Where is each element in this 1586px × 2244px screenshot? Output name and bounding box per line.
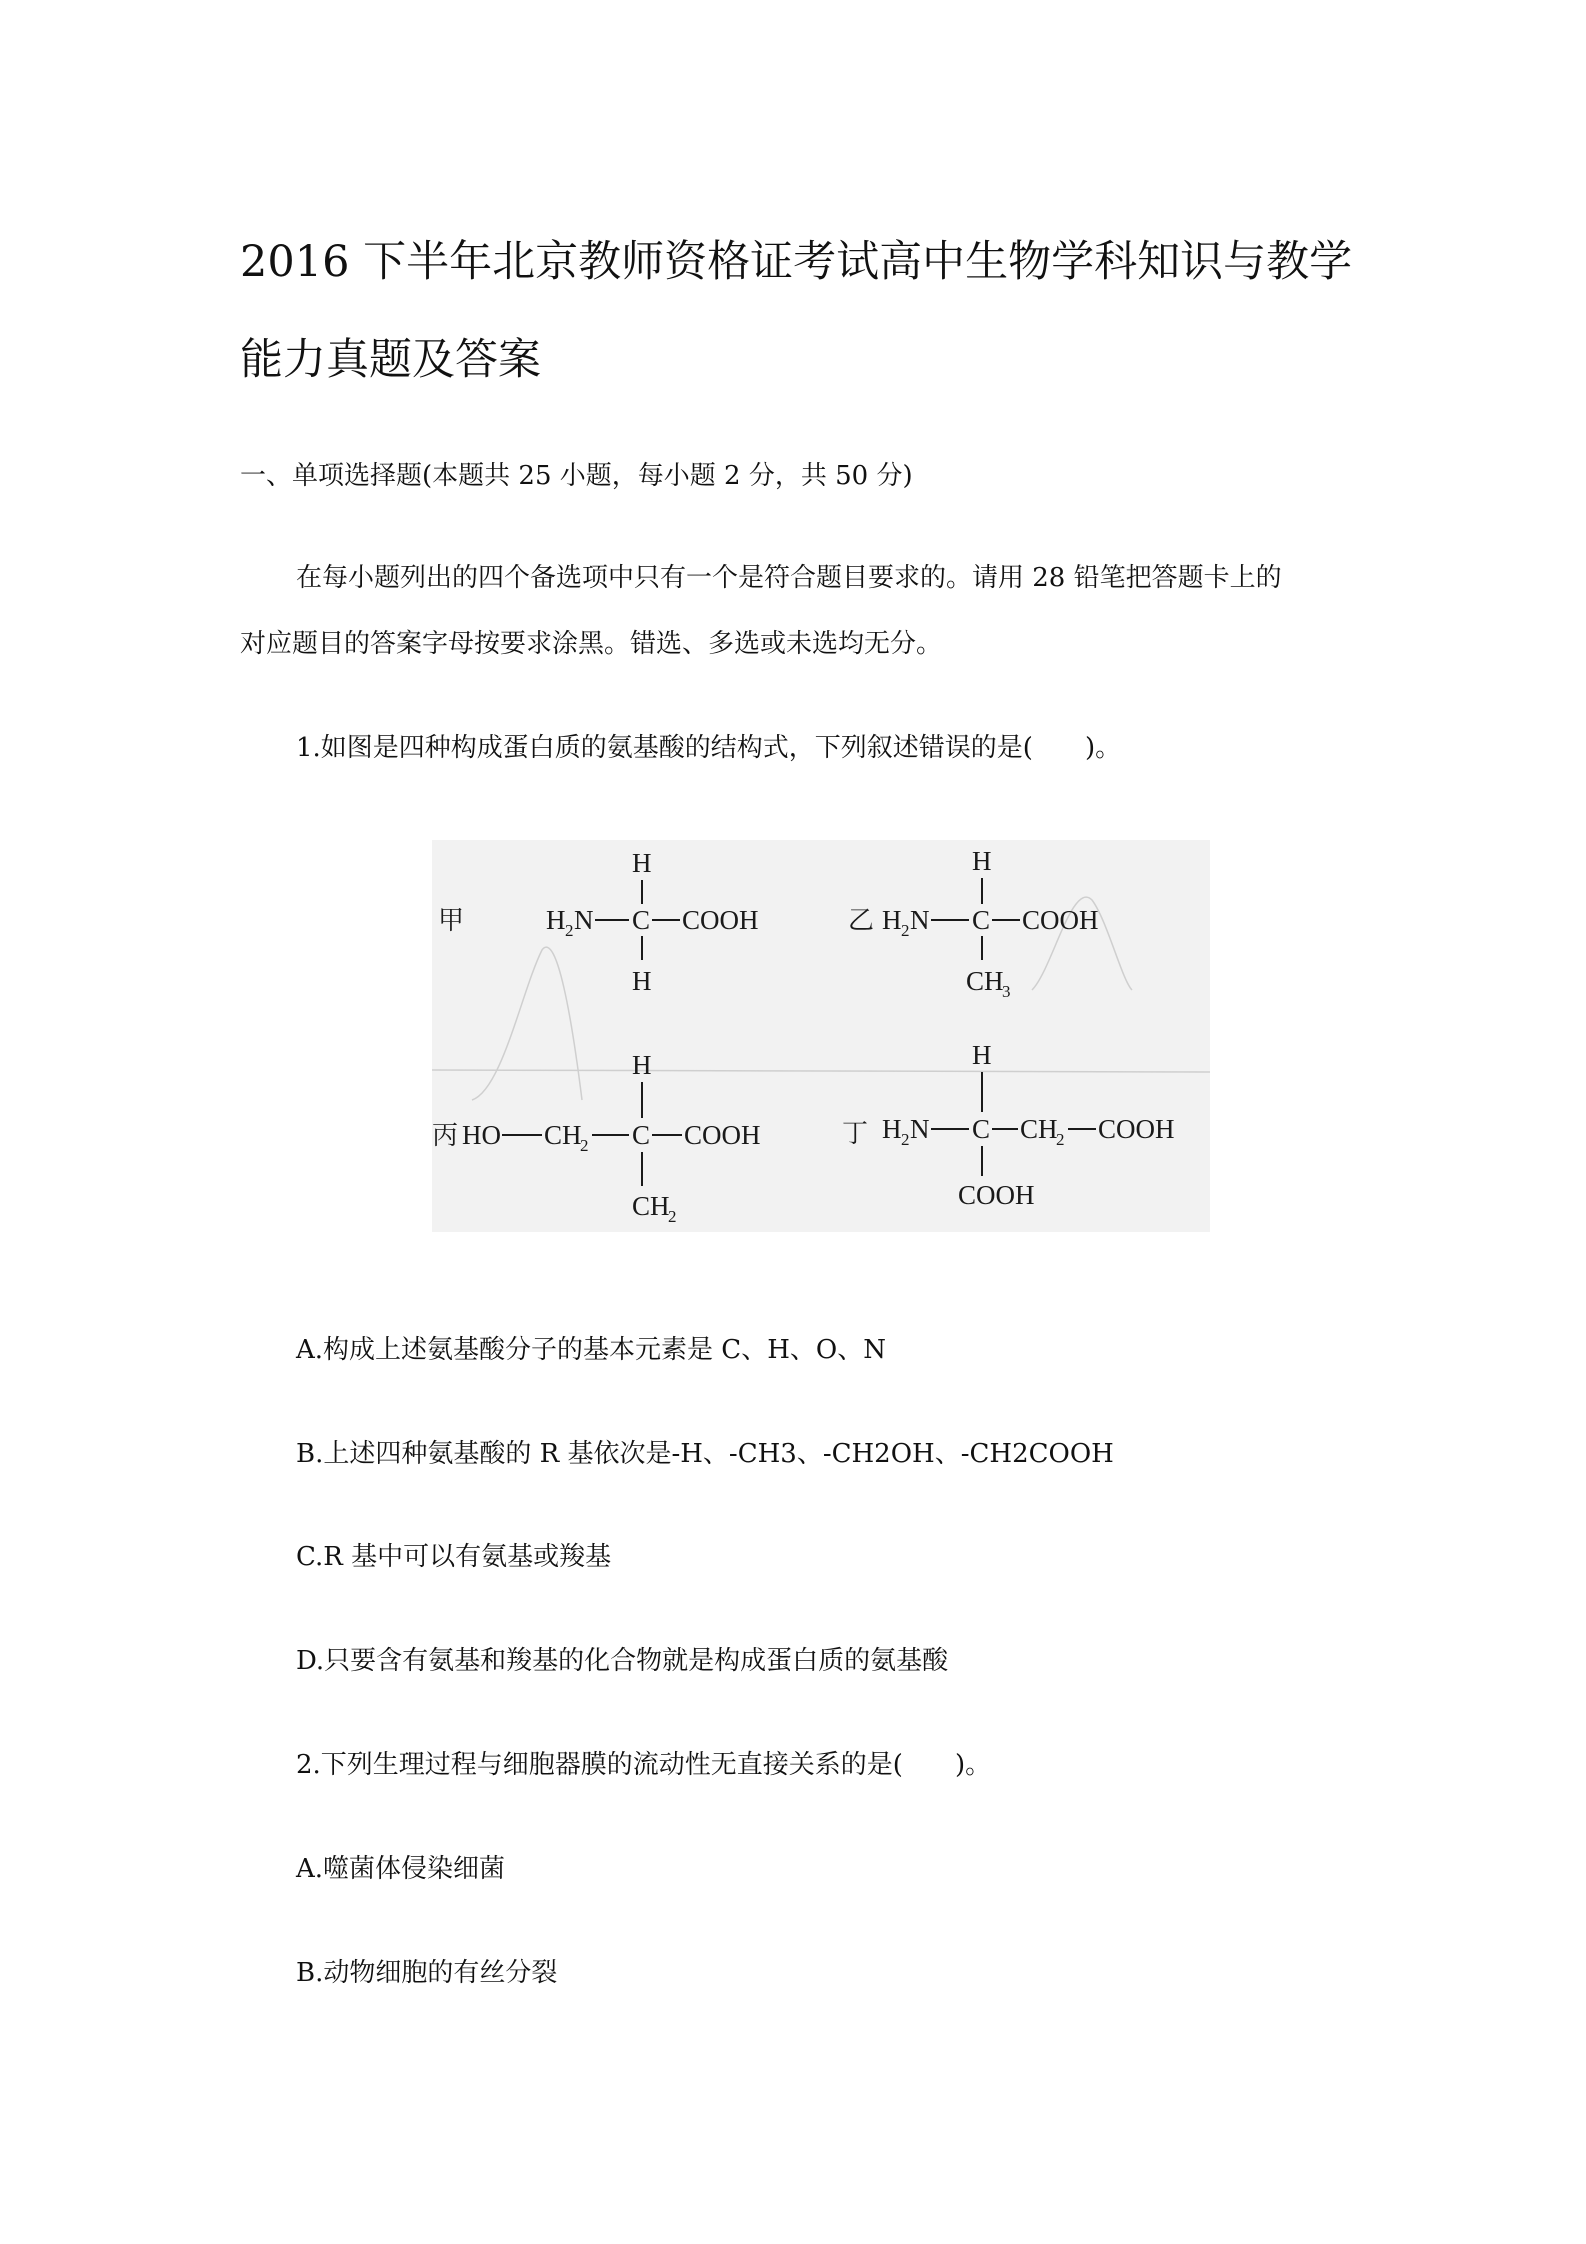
question-1-option-b: B.上述四种氨基酸的 R 基依次是-H、-CH3、-CH2OH、-CH2COOH xyxy=(296,1439,1114,1469)
structure-bing-label: 丙 xyxy=(432,1121,459,1151)
instruction-line-1: 在每小题列出的四个备选项中只有一个是符合题目要求的。请用 28 铅笔把答题卡上的 xyxy=(296,563,1282,593)
structure-yi-top-h: H xyxy=(972,846,992,876)
structure-yi-methyl: CH xyxy=(966,966,1004,996)
amino-acid-structures-svg xyxy=(432,840,1210,1232)
question-1-option-c: C.R 基中可以有氨基或羧基 xyxy=(296,1542,612,1572)
structure-bing-carbon: C xyxy=(632,1120,651,1150)
question-2-option-a: A.噬菌体侵染细菌 xyxy=(296,1854,506,1884)
structure-ding-side-carboxyl: COOH xyxy=(1098,1114,1175,1144)
structure-ding-amino-sub: 2 xyxy=(901,1130,910,1149)
structure-yi-methyl-sub: 3 xyxy=(1002,982,1011,1001)
structure-ding-amino-n: N xyxy=(910,1114,930,1144)
structure-bing-methylene: CH xyxy=(544,1120,582,1150)
structure-ding xyxy=(842,1040,1175,1210)
structure-yi-carbon: C xyxy=(972,905,991,935)
structure-jia-carboxyl: COOH xyxy=(682,905,759,935)
question-1-stem: 1.如图是四种构成蛋白质的氨基酸的结构式，下列叙述错误的是( )。 xyxy=(296,733,1122,763)
structure-yi-amino-sub: 2 xyxy=(901,921,910,940)
question-2-stem: 2.下列生理过程与细胞器膜的流动性无直接关系的是( )。 xyxy=(296,1750,992,1780)
instruction-line-2: 对应题目的答案字母按要求涂黑。错选、多选或未选均无分。 xyxy=(240,629,943,659)
document-title-line-1: 2016 下半年北京教师资格证考试高中生物学科知识与教学 xyxy=(240,237,1353,287)
structure-yi-label: 乙 xyxy=(848,906,875,936)
structure-yi-amino-n: N xyxy=(910,905,930,935)
structure-yi xyxy=(848,846,1099,1001)
scan-ghost-curve-left xyxy=(472,947,582,1100)
structure-jia xyxy=(438,848,759,996)
structure-jia-label: 甲 xyxy=(438,906,465,936)
structure-ding-carbon: C xyxy=(972,1114,991,1144)
question-1-option-a: A.构成上述氨基酸分子的基本元素是 C、H、O、N xyxy=(296,1335,886,1365)
structure-jia-carbon: C xyxy=(632,905,651,935)
structure-ding-methylene: CH xyxy=(1020,1114,1058,1144)
structure-bing-bottom-sub: 2 xyxy=(668,1207,677,1226)
question-1-option-d: D.只要含有氨基和羧基的化合物就是构成蛋白质的氨基酸 xyxy=(296,1646,949,1676)
amino-acid-structure-figure xyxy=(432,840,1210,1232)
structure-bing-hydroxyl: HO xyxy=(462,1120,501,1150)
structure-jia-bottom-h: H xyxy=(632,966,652,996)
structure-ding-top-h: H xyxy=(972,1040,992,1070)
scan-ghost-line xyxy=(432,1070,1210,1072)
structure-jia-top-h: H xyxy=(632,848,652,878)
structure-ding-amino-h: H xyxy=(882,1114,902,1144)
structure-bing-methylene-sub: 2 xyxy=(580,1136,589,1155)
structure-yi-carboxyl: COOH xyxy=(1022,905,1099,935)
structure-ding-methylene-sub: 2 xyxy=(1056,1130,1065,1149)
structure-jia-amino-sub: 2 xyxy=(565,921,574,940)
structure-ding-carboxyl: COOH xyxy=(958,1180,1035,1210)
structure-bing-bottom-group: CH xyxy=(632,1191,670,1221)
structure-bing xyxy=(432,1050,761,1226)
document-title-line-2: 能力真题及答案 xyxy=(240,335,541,385)
structure-ding-label: 丁 xyxy=(842,1119,869,1149)
structure-bing-top-h: H xyxy=(632,1050,652,1080)
question-2-option-b: B.动物细胞的有丝分裂 xyxy=(296,1958,558,1988)
structure-jia-amino-n: N xyxy=(574,905,594,935)
structure-bing-carboxyl: COOH xyxy=(684,1120,761,1150)
structure-jia-amino-h: H xyxy=(546,905,566,935)
section-heading: 一、单项选择题(本题共 25 小题，每小题 2 分，共 50 分) xyxy=(240,461,913,491)
structure-yi-amino-h: H xyxy=(882,905,902,935)
